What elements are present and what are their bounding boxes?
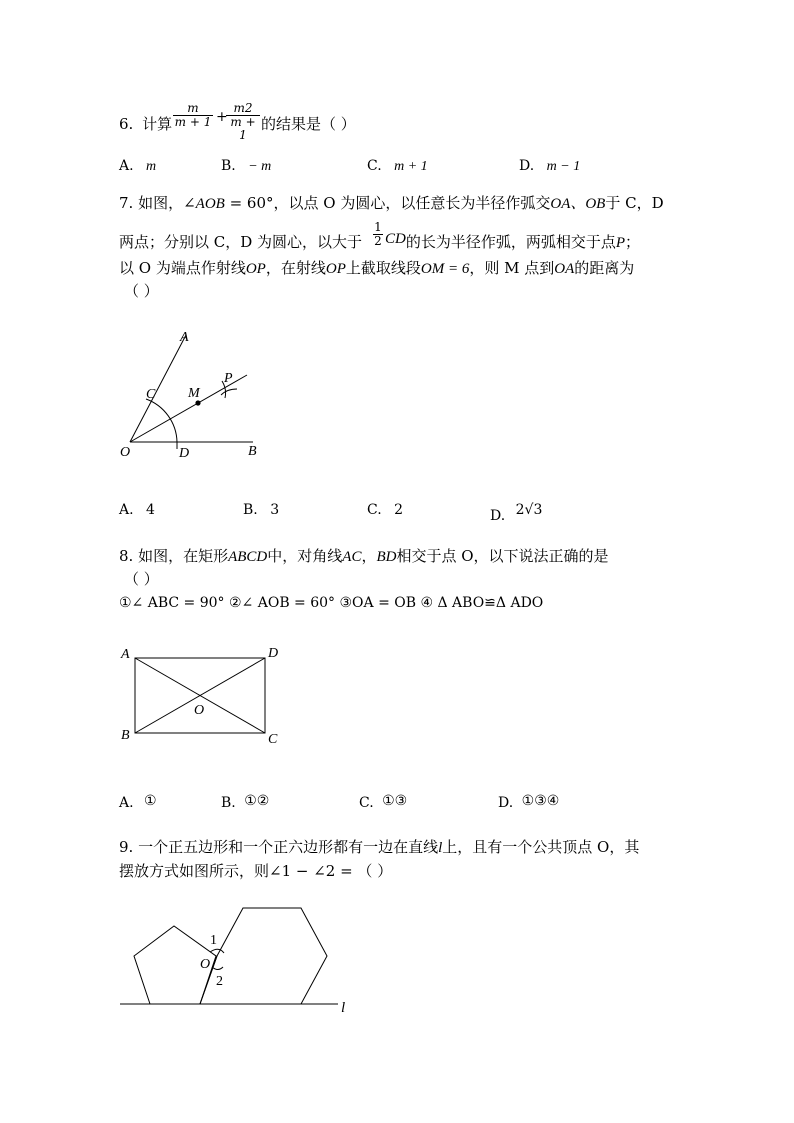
q7-label-a: A [180, 330, 189, 345]
q9-line2: 摆放方式如图所示，则∠1 − ∠2 = （ ） [119, 862, 393, 880]
q9-angle-1-arc [210, 949, 224, 953]
q8-statements: ①∠ ABC = 90° ②∠ AOB = 60° ③OA = OB ④ Δ ABO≌Δ ADO [119, 595, 544, 611]
q7-point-m [195, 400, 200, 405]
q6-frac1-numerator: m [173, 102, 213, 116]
q9-label-1: 1 [210, 933, 217, 948]
q7-option-a: A. 4 [119, 502, 155, 518]
q9-label-l: l [341, 1000, 346, 1016]
q7-answer-paren: （ ） [124, 282, 159, 300]
q7-line3: 以 O 为端点作射线OP，在射线OP上截取线段OM = 6，则 M 点到OA的距离为 [119, 259, 635, 277]
q6-frac1-denominator: m + 1 [174, 115, 212, 129]
q9-angle-2-arc [212, 967, 223, 970]
q7-half-fraction: $\frac{1}{2}$ [374, 220, 382, 248]
q9-line1: 9. 一个正五边形和一个正六边形都有一边在直线l上，且有一个公共顶点 O，其 [119, 838, 640, 856]
q6-suffix: 的结果是（ ） [261, 115, 356, 133]
q7-label-o: O [120, 445, 131, 460]
q7-label-m: M [188, 386, 200, 401]
q7-line2: 两点；分别以 C，D 为圆心，以大于 [119, 233, 363, 251]
q7-line2-rest: CD的长为半径作弧，两弧相交于点P； [385, 231, 641, 251]
q7-label-c: C [146, 387, 156, 402]
q8-label-c: C [268, 732, 278, 747]
q7-label-d: D [179, 446, 190, 461]
q8-option-d: D. ①③④ [498, 793, 560, 811]
q7-label-b: B [248, 444, 257, 459]
q9-hexagon [200, 908, 327, 1004]
q8-label-o: O [194, 703, 205, 718]
q7-figure [110, 325, 270, 465]
q6-plus: + [216, 109, 228, 125]
q8-label-b: B [121, 728, 130, 743]
q6-prefix: 计算 [142, 115, 173, 133]
q6-option-d: D. m − 1 [519, 158, 581, 174]
q6-option-c: C. m + 1 [367, 158, 428, 174]
q8-option-a: A. ① [119, 793, 157, 811]
q8-answer-paren: （ ） [124, 570, 159, 588]
q8-option-c: C. ①③ [359, 793, 408, 811]
q6-number: 6. [119, 115, 134, 133]
q6-fraction-2 [226, 102, 260, 142]
q8-figure [115, 640, 290, 750]
q6-frac2-numerator: m2 [226, 102, 260, 116]
q6-option-b: B. − m [221, 158, 272, 174]
q7-option-c: C. 2 [367, 502, 404, 518]
q8-option-b: B. ①② [221, 793, 270, 811]
q7-option-d: D. 2√3 [490, 502, 543, 524]
q8-line1: 8. 如图，在矩形ABCD中，对角线AC，BD相交于点 O，以下说法正确的是 [119, 547, 609, 565]
q7-line1: 7. 如图，∠AOB = 60°，以点 O 为圆心，以任意长为半径作弧交OA、OB于 C，D [119, 194, 664, 212]
q7-label-p: P [224, 371, 233, 386]
q7-arc-p2 [221, 389, 237, 395]
q6-frac2-denominator: m + 1 [230, 115, 256, 142]
q9-label-2: 2 [216, 974, 223, 989]
q8-label-a: A [121, 647, 130, 662]
q8-label-d: D [268, 646, 279, 661]
q6-fraction-1 [173, 102, 213, 129]
q9-figure [112, 895, 362, 1020]
q6-option-a: A. m [119, 158, 157, 174]
q7-option-b: B. 3 [243, 502, 280, 518]
q9-label-o: O [200, 957, 211, 972]
